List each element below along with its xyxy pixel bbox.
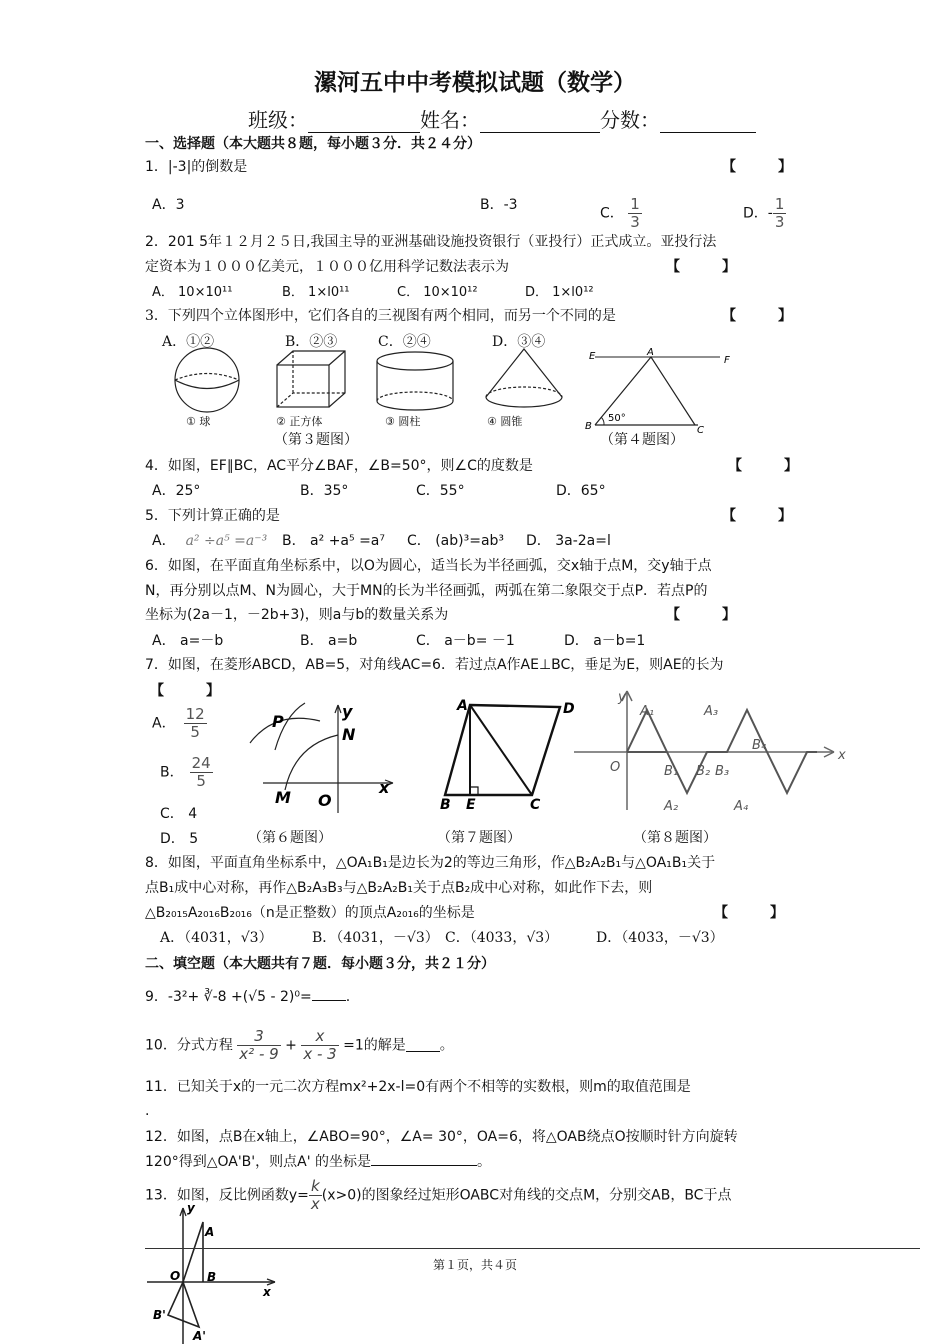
plus-sign: + (285, 1037, 297, 1054)
point-p: P (272, 712, 284, 731)
denominator: 5 (190, 723, 200, 741)
option-a: A．3 (152, 197, 185, 213)
answer-blank[interactable] (406, 1039, 440, 1052)
point-c: C (530, 797, 541, 813)
point-b1: B₁ (664, 764, 679, 779)
option-d: D． 3a-2a=l (526, 533, 611, 549)
point-b4: B₄ (752, 738, 767, 753)
solid-label-2: ② 正方体 (276, 415, 323, 428)
axis-y-label: y (618, 690, 626, 705)
angle-arc (601, 417, 604, 425)
point-a3: A₃ (704, 704, 719, 719)
numerator: x (301, 1028, 338, 1046)
answer-bracket: 【 】 (666, 259, 736, 275)
question-12-text: 120°得到△OA'B'，则点A' 的坐标是 (145, 1154, 372, 1170)
fraction (628, 196, 642, 231)
point-b2: B₂ (696, 764, 711, 779)
figure-12 (135, 1202, 280, 1344)
point-o: O (170, 1269, 181, 1283)
angle-label: 50° (608, 413, 626, 424)
answer-blank[interactable] (371, 1153, 477, 1166)
question-9-tail: . (345, 989, 351, 1005)
answer-bracket: 【 】 (722, 159, 792, 175)
figure-caption: （第３题图） (274, 432, 358, 448)
triangle-oab (183, 1222, 203, 1282)
arc-from-n (250, 718, 320, 743)
question-5-stem: 5．下列计算正确的是 (145, 508, 280, 524)
option-b: B．35° (300, 483, 349, 499)
name-field[interactable] (480, 112, 600, 133)
question-1-stem: 1．|-3|的倒数是 (145, 159, 248, 175)
figure-caption: （第６题图） (248, 830, 332, 846)
denominator: x (310, 1195, 320, 1213)
point-b: B (440, 797, 451, 813)
solids-figure (165, 345, 485, 435)
answer-bracket: 【 】 (728, 458, 798, 474)
point-a: A (205, 1225, 215, 1239)
section-heading: 一、选择题（本大题共８题，每小题３分．共２４分） (145, 136, 481, 152)
question-8-line3: △B₂₀₁₅A₂₀₁₆B₂₀₁₆（n是正整数）的顶点A₂₀₁₆的坐标是 (145, 905, 475, 921)
question-12-line1: 12．如图，点B在x轴上，∠ABO=90°，∠A= 30°，OA=6，将△OAB绕点O按顺时针方向旋转 (145, 1129, 738, 1145)
axis-y-label: y (187, 1202, 195, 1215)
option-d (743, 196, 786, 231)
option-a: A．25° (152, 483, 201, 499)
option-b: B． a² +a⁵ =a⁷ (282, 533, 385, 549)
question-6-line3: 坐标为(2a－1，－2b+3)，则a与b的数量关系为 (145, 607, 449, 623)
option-d: D． 1×l0¹² (525, 285, 594, 300)
point-o: O (318, 791, 332, 810)
option-b: B． 1×l0¹¹ (282, 285, 350, 300)
class-label: 班级： (248, 108, 308, 132)
score-label: 分数： (600, 108, 660, 132)
fraction (237, 1028, 280, 1063)
option-d: D．③④ (492, 334, 546, 350)
point-f: F (724, 355, 730, 366)
option-a: A． a=－b (152, 633, 224, 649)
answer-bracket: 【 】 (722, 308, 792, 324)
question-10 (145, 1028, 454, 1063)
point-m: M (275, 788, 291, 807)
option-c: C．55° (416, 483, 465, 499)
fraction (190, 755, 213, 790)
solid-label-3: ③ 圆柱 (385, 415, 421, 428)
denominator: 5 (196, 772, 206, 790)
figure-caption: （第４题图） (600, 432, 684, 448)
question-6-line1: 6．如图，在平面直角坐标系中，以O为圆心，适当长为半径画弧，交x轴于点M，交y轴于点 (145, 558, 712, 574)
option-c-label: C． (600, 205, 624, 222)
question-11-line1: 11．已知关于x的一元二次方程mx²+2x-l=0有两个不相等的实数根，则m的取值范围是 (145, 1079, 691, 1095)
option-d: D．65° (556, 483, 606, 499)
point-b: B (207, 1270, 217, 1284)
option-d: D．（4033，－√3） (596, 930, 724, 946)
question-6-line2: N，再分别以点M、N为圆心，大于MN的长为半径画弧，两弧在第二象限交于点P．若点P的 (145, 583, 708, 599)
arc-mn (285, 735, 338, 790)
question-13-pre: 13．如图，反比例函数y= (145, 1187, 309, 1204)
point-a4: A₄ (734, 799, 749, 814)
numerator: 24 (191, 754, 211, 772)
point-n: N (342, 725, 356, 744)
fraction (773, 196, 787, 231)
option-a: A．①② (162, 334, 215, 350)
figure-4 (580, 345, 750, 440)
question-10-pre: 10．分式方程 (145, 1037, 233, 1054)
point-a-prime: A' (193, 1329, 206, 1343)
figure-7 (440, 695, 580, 815)
score-field[interactable] (660, 112, 756, 133)
point-b: B (585, 421, 592, 432)
question-9 (145, 988, 350, 1006)
option-d: D． a－b=1 (564, 633, 646, 649)
cone-figure (480, 345, 570, 420)
axis-x-label: x (838, 748, 846, 763)
denominator: 3 (630, 213, 640, 231)
right-angle-mark (470, 787, 478, 795)
option-c: C． a－b= －1 (416, 633, 515, 649)
cube-shape (277, 351, 345, 407)
answer-blank[interactable] (312, 988, 346, 1001)
cylinder-shape (377, 352, 453, 410)
answer-bracket: 【 】 (666, 607, 736, 623)
option-c: C． 4 (160, 806, 198, 822)
question-2-line1: 2．201 5年１２月２５日,我国主导的亚洲基础设施投资银行（亚投行）正式成立。亚投行法 (145, 234, 717, 250)
axis-x-label: x (379, 778, 390, 797)
question-4-stem: 4．如图，EF∥BC，AC平分∠BAF，∠B=50°，则∠C的度数是 (145, 458, 533, 474)
fraction (184, 706, 207, 741)
question-10-post: =1的解是 (343, 1037, 406, 1054)
option-b: B．（4031，－√3） (312, 930, 439, 946)
option-a (152, 532, 267, 550)
option-d-label: D．- (743, 205, 773, 222)
question-9-expression: 9．-3²+ ∛-8 +(√5 - 2)⁰= (145, 989, 312, 1005)
question-3-stem: 3．下列四个立体图形中，它们各自的三视图有两个相同，而另一个不同的是 (145, 308, 616, 324)
figure-caption: （第８题图） (633, 830, 717, 846)
section-heading: 二、填空题（本大题共有７题．每小题３分，共２１分） (145, 956, 495, 972)
sphere-shape (175, 348, 239, 412)
cone-shape (486, 349, 562, 407)
rhombus-abcd (445, 705, 560, 795)
figure-6 (245, 695, 400, 817)
student-info-header (248, 104, 756, 133)
numerator: 1 (630, 195, 640, 213)
point-a: A (647, 347, 654, 358)
page-title: 漯河五中中考模拟试题（数学） (314, 70, 636, 96)
numerator: 1 (774, 195, 785, 213)
point-d: D (563, 701, 575, 717)
point-a2: A₂ (664, 799, 679, 814)
axis-y-label: y (342, 702, 353, 721)
question-2-line2: 定资本为１０００亿美元，１０００亿用科学记数法表示为 (145, 259, 509, 275)
point-a1: A₁ (640, 704, 655, 719)
question-11-line2: . (145, 1103, 150, 1119)
answer-bracket: 【 】 (150, 683, 220, 699)
numerator: 12 (185, 705, 205, 723)
numerator: k (309, 1178, 322, 1196)
option-a-label: A． (152, 715, 176, 732)
page-footer: 第１页，共４页 (432, 1258, 517, 1272)
question-7-line1: 7．如图，在菱形ABCD，AB=5，对角线AC=6．若过点A作AE⊥BC，垂足为E，则AE的长为 (145, 657, 724, 673)
question-13-post: (x>0)的图象经过矩形OABC对角线的交点M，分别交AB，BC于点 (321, 1187, 732, 1204)
option-c: C．②④ (378, 334, 431, 350)
option-b: B．②③ (285, 334, 338, 350)
diagonal-ac (470, 705, 532, 795)
question-12-line2 (145, 1153, 491, 1171)
question-8-line2: 点B₁成中心对称，再作△B₂A₃B₃与△B₂A₂B₁关于点B₂成中心对称，如此作下去，则 (145, 880, 653, 896)
option-a-label: A． (152, 533, 176, 549)
question-12-tail: 。 (477, 1154, 492, 1170)
point-c: C (697, 425, 704, 436)
denominator: x - 3 (303, 1045, 337, 1063)
option-d: D． 5 (160, 831, 199, 847)
question-10-tail: 。 (439, 1037, 454, 1054)
option-a: A．（4031，√3） (160, 930, 273, 946)
option-a (152, 706, 207, 741)
option-c: C． (ab)³=ab³ (407, 533, 505, 549)
option-c: C．（4033，√3） (445, 930, 559, 946)
option-c (600, 196, 642, 231)
option-c: C． 10×10¹² (397, 285, 478, 300)
point-o: O (610, 760, 621, 775)
name-label: 姓名： (420, 108, 480, 132)
point-e: E (466, 797, 476, 813)
class-field[interactable] (308, 112, 420, 133)
option-a: A． 10×10¹¹ (152, 285, 233, 300)
fraction (309, 1178, 322, 1213)
numerator: 3 (237, 1028, 280, 1046)
figure-8 (572, 685, 852, 820)
denominator: x² - 9 (239, 1045, 279, 1063)
option-b-label: B． (160, 764, 184, 781)
option-b: B． a=b (300, 633, 358, 649)
answer-bracket: 【 】 (714, 905, 784, 921)
point-b-prime: B' (153, 1308, 166, 1322)
solid-label-1: ① 球 (186, 415, 211, 428)
point-e: E (589, 351, 596, 362)
question-8-line1: 8．如图，平面直角坐标系中，△OA₁B₁是边长为2的等边三角形，作△B₂A₂B₁与△OA₁B₁关于 (145, 855, 716, 871)
option-b: B．-3 (480, 197, 518, 213)
point-a: A (457, 698, 468, 714)
axis-x-label: x (263, 1285, 271, 1299)
denominator: 3 (774, 213, 785, 231)
solid-label-4: ④ 圆锥 (487, 415, 523, 428)
option-a-expression: a² ÷a⁵ =a⁻³ (185, 533, 268, 549)
figure-caption: （第７题图） (437, 830, 521, 846)
footer-divider (145, 1248, 920, 1249)
fraction (301, 1028, 338, 1063)
point-b3: B₃ (715, 764, 730, 779)
answer-bracket: 【 】 (722, 508, 792, 524)
option-b (160, 755, 213, 790)
